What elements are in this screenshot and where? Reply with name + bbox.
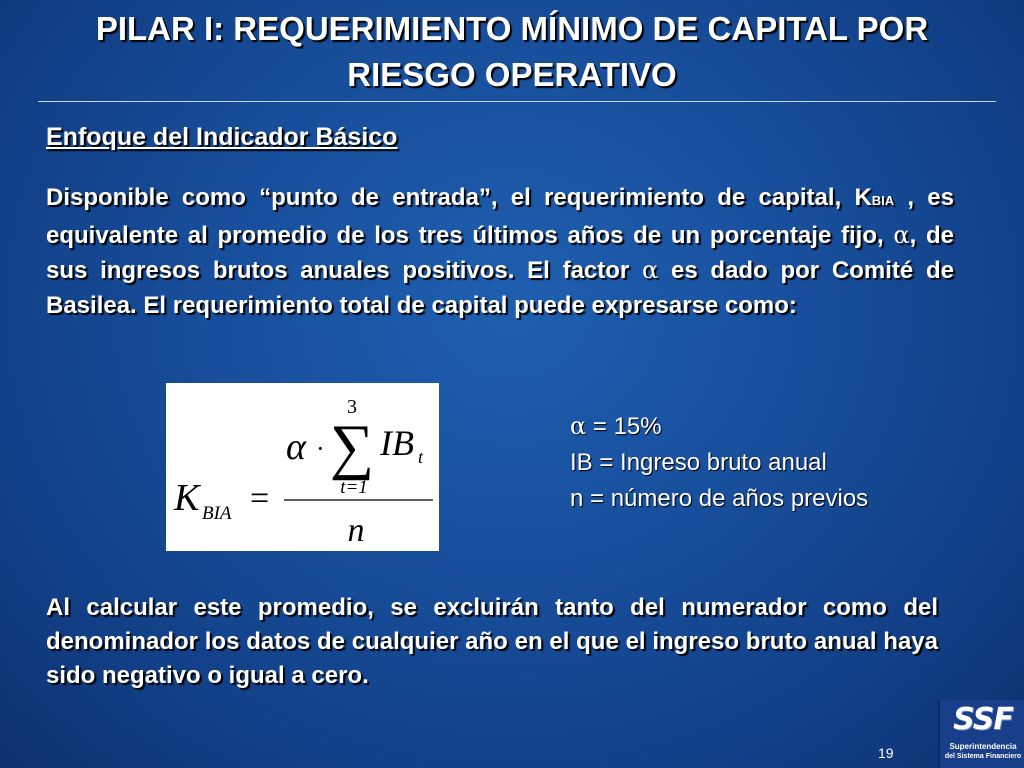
formula-k: K	[174, 477, 200, 519]
title-divider	[38, 101, 996, 102]
formula-dot: ·	[316, 434, 325, 463]
formula-equals: =	[250, 480, 270, 517]
intro-text-4: es dado por Comité de Basilea. El requerimiento total de capital puede expresarse como:	[46, 257, 954, 319]
legend-ib: IB = Ingreso bruto anual	[570, 449, 827, 476]
formula-denominator: n	[347, 512, 365, 549]
legend-n: n = número de años previos	[570, 485, 869, 512]
kbia-subscript: BIA	[871, 193, 895, 208]
kbia-formula	[166, 383, 439, 551]
section-heading: Enfoque del Indicador Básico	[46, 123, 398, 151]
ssf-logo-icon: SSF	[953, 702, 1013, 737]
logo-text-line2: del Sistema Financiero	[944, 753, 1022, 760]
formula-alpha: α	[286, 426, 306, 468]
summation-icon: ∑	[329, 413, 375, 481]
sum-lower-limit: t=1	[340, 477, 368, 498]
intro-paragraph	[46, 180, 954, 323]
formula-image	[166, 383, 439, 551]
slide-title-line1: PILAR I: REQUERIMIENTO MÍNIMO DE CAPITAL POR	[95, 10, 929, 47]
alpha-symbol: α	[893, 221, 910, 249]
formula-legend	[570, 408, 868, 517]
legend-alpha-value: = 15%	[586, 413, 662, 440]
exclusion-paragraph: Al calcular este promedio, se excluirán tanto del numerador como del denominador los datos de cualquier año en el que el ingreso bruto anual haya sido negativo o igual a cero.	[46, 594, 938, 689]
alpha-symbol: α	[642, 256, 659, 284]
intro-text-2: , es equivalente al promedio de los tres últimos años de un porcentaje fijo,	[46, 184, 955, 249]
formula-k-subscript: BIA	[202, 503, 232, 524]
intro-text-3: , de sus ingresos brutos anuales positivos. El factor	[46, 222, 954, 284]
alpha-symbol: α	[570, 412, 587, 440]
formula-ib-subscript: t	[418, 447, 424, 467]
slide-title-line2: RIESGO OPERATIVO	[347, 56, 677, 93]
page-number: 19	[878, 745, 894, 761]
ssf-logo	[938, 700, 1024, 768]
slide-title	[30, 6, 994, 98]
formula-ib: IB	[380, 423, 414, 463]
intro-text-1: Disponible como “punto de entrada”, el requerimiento de capital, K	[46, 184, 872, 211]
sum-upper-limit: 3	[347, 396, 357, 418]
legend-alpha	[570, 408, 868, 445]
logo-text-line1: Superintendencia	[949, 742, 1017, 751]
